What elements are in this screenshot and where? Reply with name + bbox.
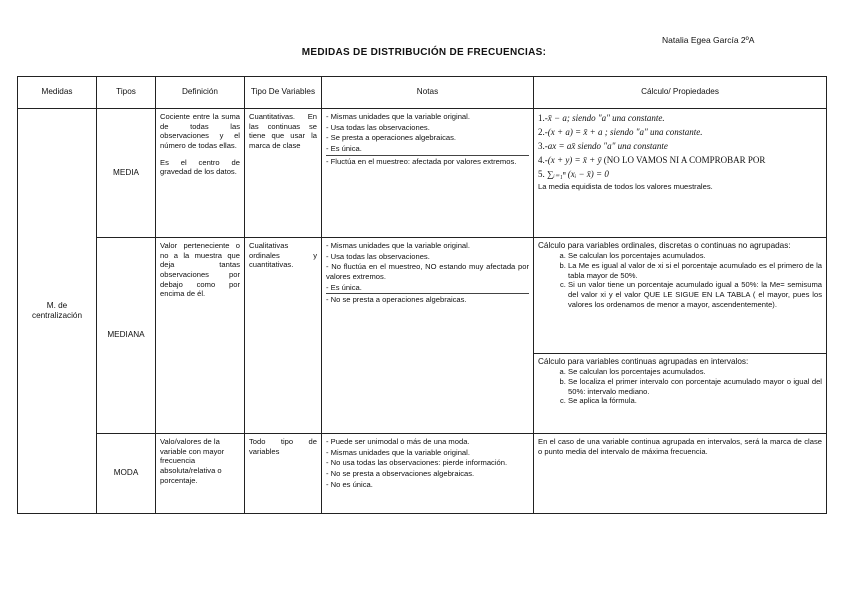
calc2-item-b: b. Se localiza el primer intervalo con porcentaje acumulado mayor o igual del 50%: intervalo mediano. (568, 377, 822, 396)
notas-moda (322, 434, 534, 514)
nota-line: - No usa todas las observaciones: pierde información. (326, 458, 508, 468)
nota-line: - No se presta a operaciones algebraicas. (326, 295, 467, 305)
nota-line: - Usa todas las observaciones. (326, 251, 430, 261)
notas-mediana (322, 238, 534, 434)
nota-line: - Usa todas las observaciones. (326, 122, 430, 132)
definicion-moda: Valo/valores de la variable con mayor frecuencia absoluta/relativa o porcentaje. (156, 434, 245, 514)
calculo-mediana-1 (534, 238, 827, 354)
nota-line: - Fluctúa en el muestreo: afectada por valores extremos. (326, 156, 517, 166)
table-row-media (18, 109, 827, 238)
calc2-item-c: c. Se aplica la fórmula. (568, 396, 822, 406)
nota-line: - No se presta a observaciones algebraicas. (326, 468, 475, 478)
header-medidas: Medidas (18, 77, 97, 109)
divider (326, 293, 529, 294)
calc1-item-a: a. Se calculan los porcentajes acumulados. (568, 251, 822, 261)
calculo-media-note: La media equidista de todos los valores muestrales. (538, 181, 713, 191)
formula-1: 1.-x̄ − a; siendo "a" una constante. (538, 113, 665, 123)
definicion-media-p1: Cociente entre la suma de todas las observaciones y el número de todas ellas. (160, 112, 240, 150)
definicion-media (156, 109, 245, 238)
calc1-item-c: c. Si un valor tiene un porcentaje acumulado igual a 50%: la Me= semisuma del valor xi y el valor QUE LE SIGUE EN LA TABLA ( el mayor, pues los valores los ordenamos de menor a mayor, ascendentemente). (568, 280, 822, 309)
nota-line: - Mismas unidades que la variable original. (326, 112, 470, 121)
definicion-mediana: Valor perteneciente o no a la muestra que deja tantas observaciones por debajo como por encima de él. (156, 238, 245, 434)
formula-2: 2.-(x + a) = x̄ + a ; siendo "a" una constante. (538, 126, 703, 137)
page-title: MEDIDAS DE DISTRIBUCIÓN DE FRECUENCIAS: (301, 47, 547, 58)
header-notas: Notas (322, 77, 534, 109)
nota-line: - Es única. (326, 143, 362, 153)
nota-line: - Es única. (326, 282, 362, 292)
variables-media: Cuantitativas. En las continuas se tiene que usar la marca de clase (245, 109, 322, 238)
group-cell: M. de centralización (18, 109, 97, 514)
header-calculo: Cálculo/ Propiedades (534, 77, 827, 109)
formula-4: 4.-(x + y) = x̄ + ȳ (NO LO VAMOS NI A COMPROBAR POR (538, 154, 766, 165)
table-row-mediana (18, 238, 827, 354)
tipo-media: MEDIA (97, 109, 156, 238)
nota-line: - Se presta a operaciones algebraicas. (326, 133, 457, 143)
header-definicion: Definición (156, 77, 245, 109)
formula-3: 3.-ax = ax̄ siendo "a" una constante (538, 140, 668, 151)
tipo-mediana: MEDIANA (97, 238, 156, 434)
divider (326, 155, 529, 156)
nota-line: - Mismas unidades que la variable original. (326, 241, 470, 250)
calculo-moda: En el caso de una variable continua agrupada en intervalos, será la marca de clase o punto media del intervalo de máxima frecuencia. (534, 434, 827, 514)
tipo-moda: MODA (97, 434, 156, 514)
header-tipos: Tipos (97, 77, 156, 109)
nota-line: - Puede ser unimodal o más de una moda. (326, 437, 470, 446)
calc1-item-b: b. La Me es igual al valor de xi si el porcentaje acumulado es el primero de la tabla mayor de 50%. (568, 261, 822, 280)
frequency-measures-table (17, 76, 827, 514)
definicion-media-p2: Es el centro de gravedad de los datos. (160, 157, 240, 177)
table-row-moda (18, 434, 827, 514)
calc2-intro: Cálculo para variables continuas agrupadas en intervalos: (538, 357, 749, 366)
variables-mediana: Cualitativas ordinales y cuantitativas. (245, 238, 322, 434)
calculo-mediana-2 (534, 354, 827, 434)
author-name: Natalia Egea García 2ºA (662, 35, 755, 45)
header-tipo-variables: Tipo De Variables (245, 77, 322, 109)
calc1-intro: Cálculo para variables ordinales, discretas o continuas no agrupadas: (538, 241, 791, 250)
nota-line: - No fluctúa en el muestreo, NO estando muy afectada por valores extremos. (326, 262, 529, 281)
header-row (18, 77, 827, 109)
notas-media (322, 109, 534, 238)
calculo-media (534, 109, 827, 238)
variables-moda: Todo tipo de variables (245, 434, 322, 514)
formula-5: 5. ∑ᵢ₌₁ⁿ (xᵢ − x̄) = 0 (538, 168, 609, 179)
calc2-item-a: a. Se calculan los porcentajes acumulados. (568, 367, 822, 377)
nota-line: - No es única. (326, 479, 373, 489)
nota-line: - Mismas unidades que la variable original. (326, 447, 470, 457)
